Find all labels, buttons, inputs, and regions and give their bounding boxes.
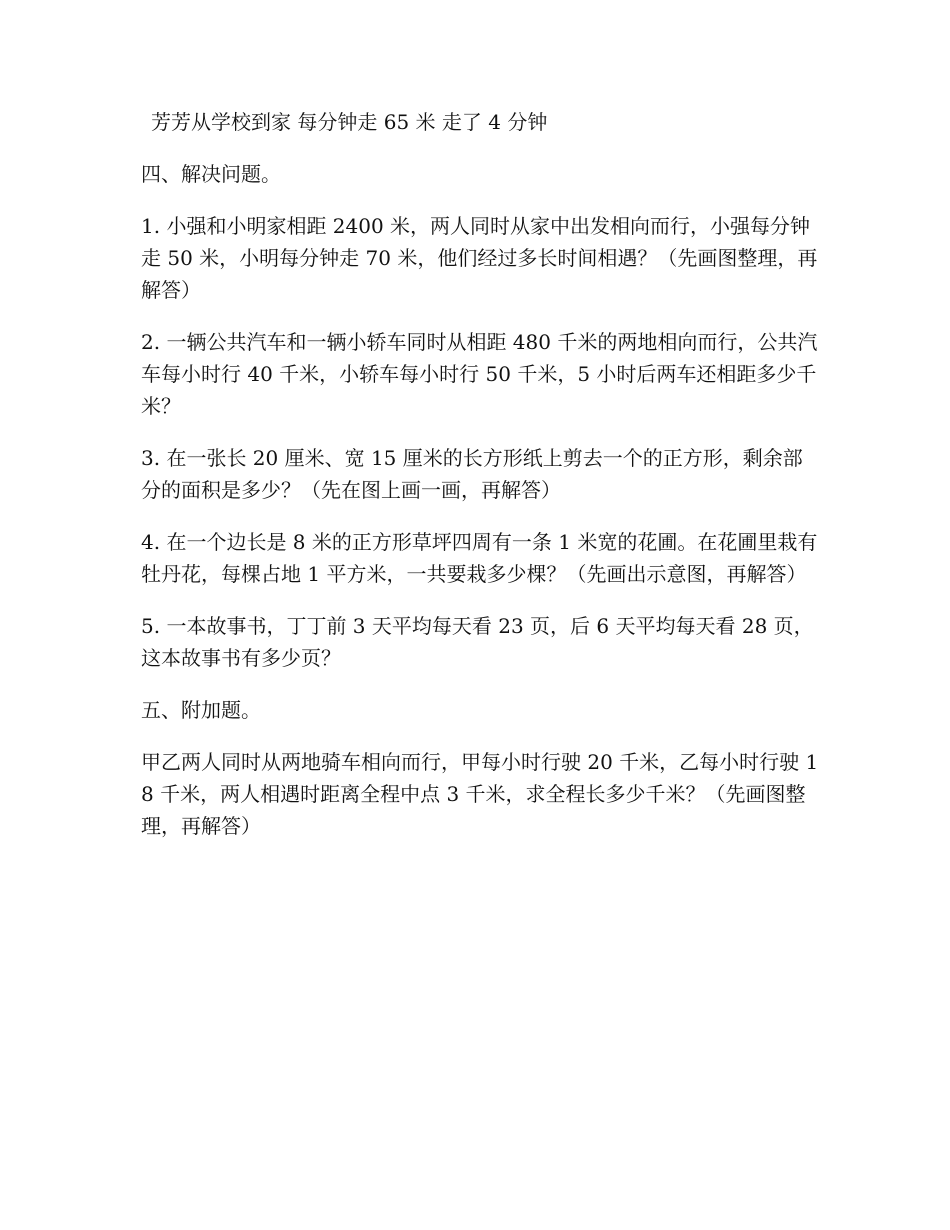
intro-line: 芳芳从学校到家 每分钟走 65 米 走了 4 分钟 [151,110,548,134]
section-heading-solve-problems: 四、解决问题。 [141,162,281,186]
problem-5: 5. 一本故事书，丁丁前 3 天平均每天看 23 页，后 6 天平均每天看 28 页，这本故事书有多少页？ [141,614,814,670]
bonus-problem: 甲乙两人同时从两地骑车相向而行，甲每小时行驶 20 千米，乙每小时行驶 18 千米，两人相遇时距离全程中点 3 千米，求全程长多少千米？（先画图整理，再解答） [141,750,819,838]
document-content [141,106,821,862]
problem-3: 3. 在一张长 20 厘米、宽 15 厘米的长方形纸上剪去一个的正方形，剩余部分的面积是多少？（先在图上画一画，再解答） [141,446,803,502]
section-heading-bonus: 五、附加题。 [141,698,261,722]
problem-2: 2. 一辆公共汽车和一辆小轿车同时从相距 480 千米的两地相向而行，公共汽车每小时行 40 千米，小轿车每小时行 50 千米，5 小时后两车还相距多少千米？ [141,330,818,418]
problem-1: 1. 小强和小明家相距 2400 米，两人同时从家中出发相向而行，小强每分钟走 50 米，小明每分钟走 70 米，他们经过多长时间相遇？（先画图整理，再解答） [141,214,818,302]
problem-4: 4. 在一个边长是 8 米的正方形草坪四周有一条 1 米宽的花圃。在花圃里栽有牡丹花，每棵占地 1 平方米，一共要栽多少棵？（先画出示意图，再解答） [141,530,818,586]
